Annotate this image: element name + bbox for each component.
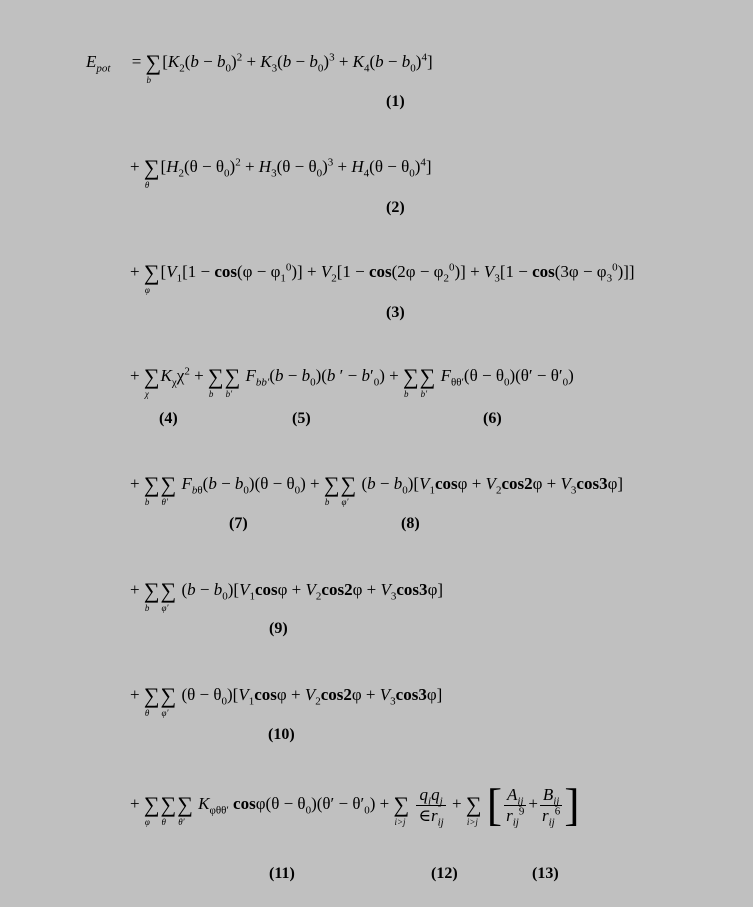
equation-line-6: + ∑ b ∑ φ′ $(b - b_0)[V_1\cos\varphi + V_2\cos 2\varphi + V_3\cos 3\varphi]$ bbox=[130, 578, 444, 613]
equation-line-3: + ∑ φ $[V_1[1 - \cos(\varphi - \varphi_1^0)] + V_2[1 - \cos(2\varphi - \varphi_2^0)] + V_3[1 - \cos(3\varphi - \varphi_3^0)]]$ bbox=[130, 260, 635, 295]
label-8: (8) bbox=[401, 515, 420, 532]
equation-line-8: + ∑ φ ∑ θ ∑ θ′ $K_{\varphi\theta\theta'}$ $\cos\varphi(\theta - \theta_0)(\theta' - \theta'_0)$ + ∑ i>j $\frac{q_iq_j}{\in r_{ij}}$ + ∑ i>j [ $\frac{A_{ij}}{r_{ij}^9}$ + $\frac{B_{ij}}{r_{ij}^6}$ ] bbox=[130, 779, 580, 830]
label-10: (10) bbox=[268, 726, 295, 743]
label-9: (9) bbox=[269, 620, 288, 637]
label-11: (11) bbox=[269, 865, 295, 882]
label-2: (2) bbox=[386, 199, 405, 216]
label-12: (12) bbox=[431, 865, 458, 882]
equation-line-2: + ∑ θ $[H_2(\theta - \theta_0)^2 + H_3(\theta - \theta_0)^3 + H_4(\theta - \theta_0)^4]$ bbox=[130, 155, 432, 190]
label-7: (7) bbox=[229, 515, 248, 532]
equation-line-7: + ∑ θ ∑ φ′ $(\theta - \theta_0)[V_1\cos\varphi + V_2\cos 2\varphi + V_3\cos 3\varphi]$ bbox=[130, 683, 443, 718]
energy-symbol: E bbox=[86, 52, 97, 71]
equation-line-1: $E_{pot}$ = ∑ b $[K_2(b - b_0)^2 + K_3(b - b_0)^3 + K_4(b - b_0)^4]$ bbox=[86, 50, 433, 85]
label-4: (4) bbox=[159, 410, 178, 427]
label-1: (1) bbox=[386, 93, 405, 110]
label-13: (13) bbox=[532, 865, 559, 882]
label-5: (5) bbox=[292, 410, 311, 427]
label-3: (3) bbox=[386, 304, 405, 321]
equation-line-4: + ∑ χ $K_\chi\chi^2$ + ∑ b ∑ b′ $F_{bb'}(b - b_0)(b$ ′ − $b'_0$) + ∑ b ∑ b′ $F_{\theta\theta'}(\theta - \theta_0)(\theta' - \theta'_0)$ bbox=[130, 364, 574, 399]
label-6: (6) bbox=[483, 410, 502, 427]
equation-line-5: + ∑ b ∑ θ′ $F_{b\theta}(b - b_0)(\theta - \theta_0)$ + ∑ b ∑ φ′ $(b - b_0)[V_1\cos\varphi + V_2\cos 2\varphi + V_3\cos 3\varphi]$ bbox=[130, 472, 624, 507]
